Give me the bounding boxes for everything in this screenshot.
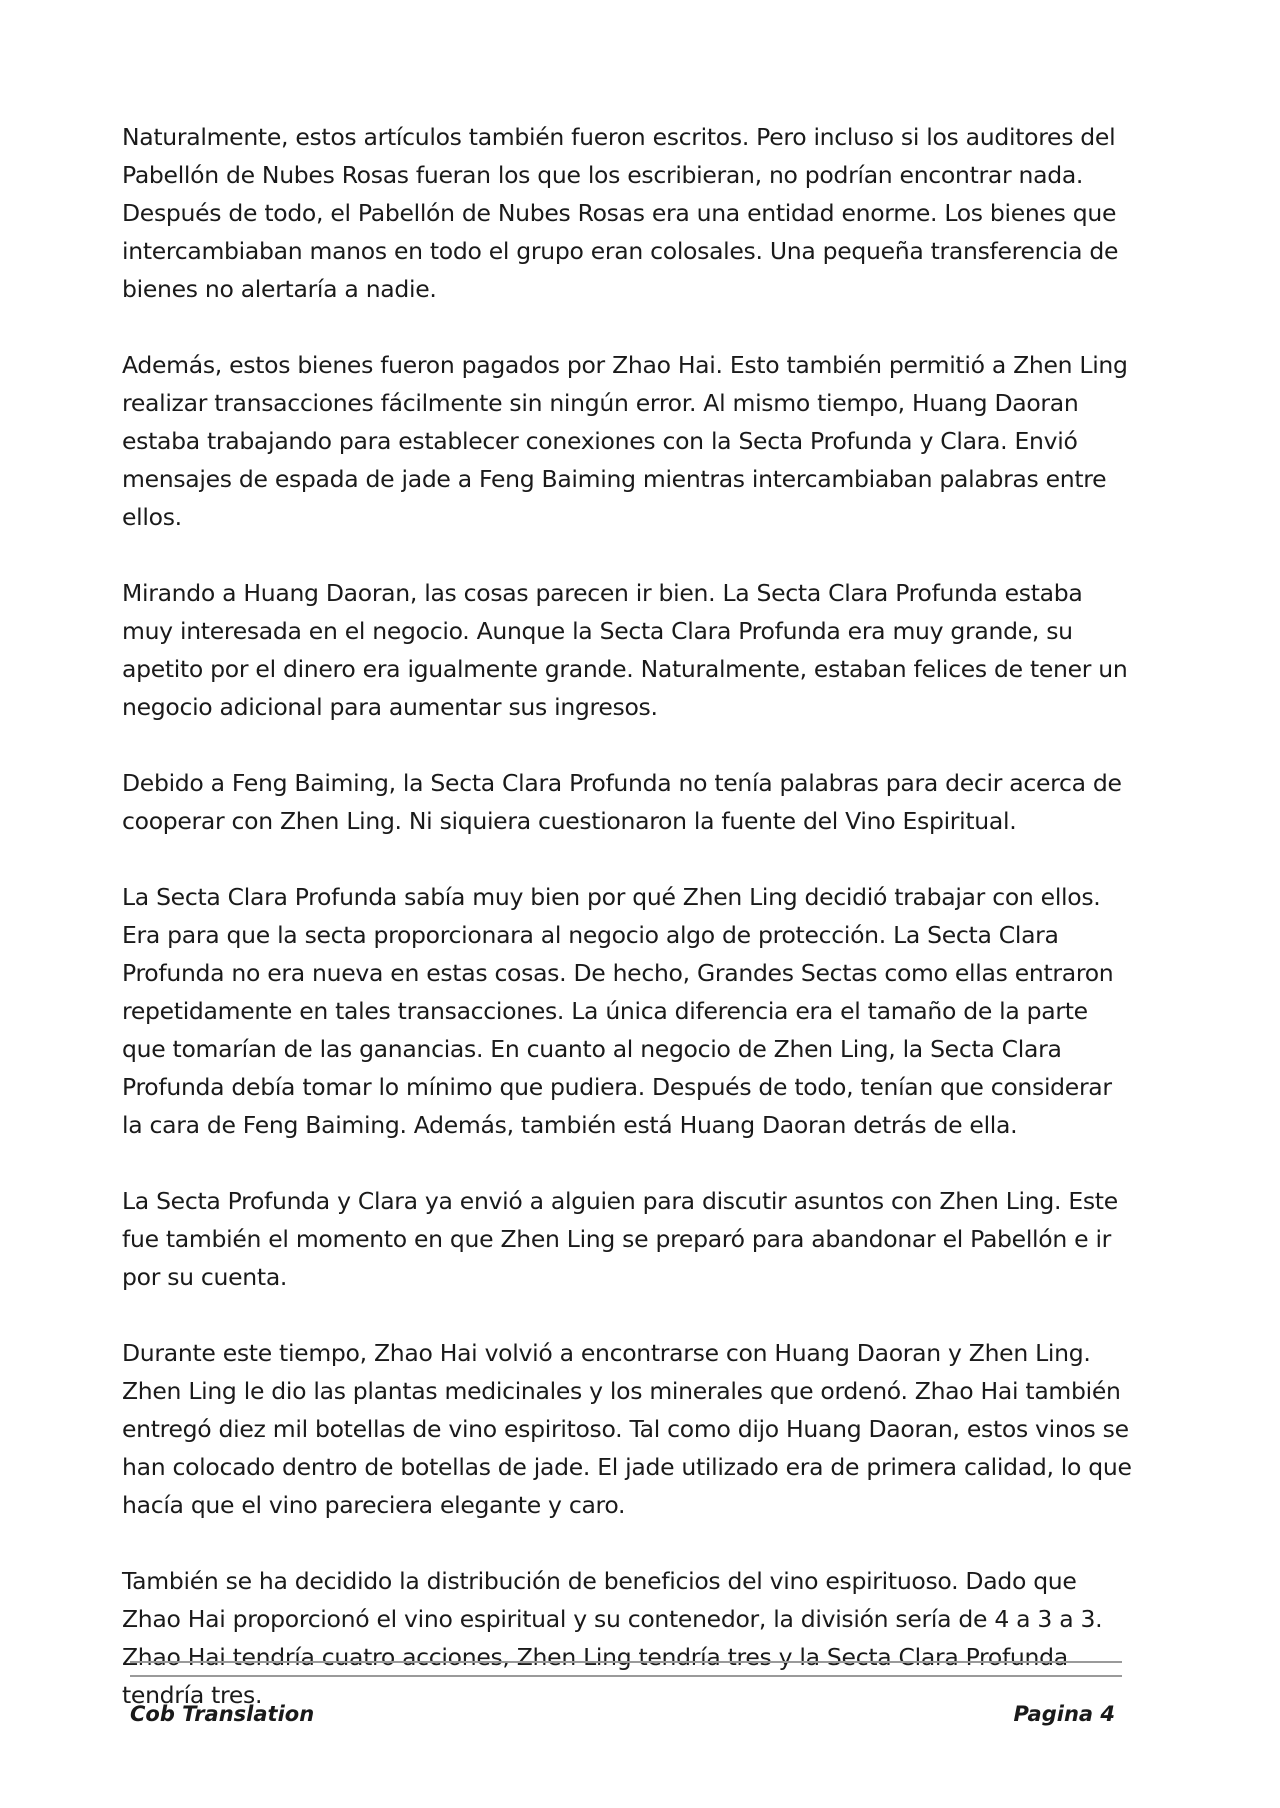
paragraph-6: La Secta Profunda y Clara ya envió a alguien para discutir asuntos con Zhen Ling. Este fue también el momento en que Zhen Ling se preparó para abandonar el Pabellón e ir por su cuenta. bbox=[122, 1187, 1118, 1291]
footer-divider-bottom bbox=[130, 1675, 1122, 1677]
document-body bbox=[122, 118, 1132, 1752]
paragraph-1: Naturalmente, estos artículos también fueron escritos. Pero incluso si los auditores del Pabellón de Nubes Rosas fueran los que los escribieran, no podrían encontrar nada. Después de todo, el Pabellón de Nubes Rosas era una entidad enorme. Los bienes que intercambiaban manos en todo el grupo eran colosales. Una pequeña transferencia de bienes no alertaría a nadie. bbox=[122, 123, 1119, 303]
footer-divider-top bbox=[130, 1661, 1122, 1663]
paragraph-8: También se ha decidido la distribución de beneficios del vino espirituoso. Dado que Zhao Hai proporcionó el vino espiritual y su contenedor, la división sería de 4 a 3 a 3. Zhao Hai tendría cuatro acciones, Zhen Ling tendría tres y la Secta Clara Profunda tendría tres. bbox=[122, 1567, 1103, 1709]
footer-page-number: Pagina 4 bbox=[1013, 1702, 1115, 1726]
paragraph-2: Además, estos bienes fueron pagados por Zhao Hai. Esto también permitió a Zhen Ling realizar transacciones fácilmente sin ningún error. Al mismo tiempo, Huang Daoran estaba trabajando para establecer conexiones con la Secta Profunda y Clara. Envió mensajes de espada de jade a Feng Baiming mientras intercambiaban palabras entre ellos. bbox=[122, 351, 1128, 531]
paragraph-7: Durante este tiempo, Zhao Hai volvió a encontrarse con Huang Daoran y Zhen Ling. Zhen Ling le dio las plantas medicinales y los minerales que ordenó. Zhao Hai también entregó diez mil botellas de vino espiritoso. Tal como dijo Huang Daoran, estos vinos se han colocado dentro de botellas de jade. El jade utilizado era de primera calidad, lo que hacía que el vino pareciera elegante y caro. bbox=[122, 1339, 1132, 1519]
paragraph-5: La Secta Clara Profunda sabía muy bien por qué Zhen Ling decidió trabajar con ellos. Era para que la secta proporcionara al negocio algo de protección. La Secta Clara Profunda no era nueva en estas cosas. De hecho, Grandes Sectas como ellas entraron repetidamente en tales transacciones. La única diferencia era el tamaño de la parte que tomarían de las ganancias. En cuanto al negocio de Zhen Ling, la Secta Clara Profunda debía tomar lo mínimo que pudiera. Después de todo, tenían que considerar la cara de Feng Baiming. Además, también está Huang Daoran detrás de ella. bbox=[122, 883, 1114, 1139]
paragraph-3: Mirando a Huang Daoran, las cosas parecen ir bien. La Secta Clara Profunda estaba muy interesada en el negocio. Aunque la Secta Clara Profunda era muy grande, su apetito por el dinero era igualmente grande. Naturalmente, estaban felices de tener un negocio adicional para aumentar sus ingresos. bbox=[122, 579, 1128, 721]
paragraph-4: Debido a Feng Baiming, la Secta Clara Profunda no tenía palabras para decir acerca de cooperar con Zhen Ling. Ni siquiera cuestionaron la fuente del Vino Espiritual. bbox=[122, 769, 1122, 835]
footer-translator-credit: Cob Translation bbox=[130, 1702, 315, 1726]
